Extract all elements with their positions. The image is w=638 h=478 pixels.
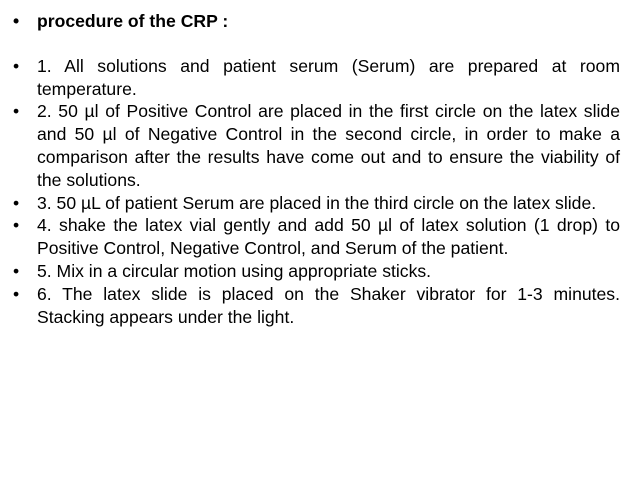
- procedure-step-text: 1. All solutions and patient serum (Serum) are prepared at room temperature.: [37, 55, 620, 99]
- procedure-step-6: [13, 283, 620, 329]
- bullet-dot-icon: •: [13, 215, 20, 236]
- bullet-dot-icon: •: [13, 192, 20, 213]
- bullet-dot-icon: •: [13, 11, 20, 31]
- procedure-step-5: [13, 260, 620, 283]
- procedure-heading: [13, 10, 620, 33]
- procedure-step-text: 5. Mix in a circular motion using appropriate sticks.: [37, 260, 432, 281]
- bullet-dot-icon: •: [13, 55, 20, 76]
- procedure-step-text: 4. shake the latex vial gently and add 50 µl of latex solution (1 drop) to Positive Control, Negative Control, and Serum of the patient.: [37, 215, 620, 259]
- procedure-step-2: [13, 100, 620, 191]
- procedure-step-text: 6. The latex slide is placed on the Shaker vibrator for 1-3 minutes. Stacking appears under the light.: [37, 283, 620, 327]
- procedure-step-4: [13, 214, 620, 260]
- procedure-heading-text: procedure of the CRP :: [37, 11, 229, 31]
- procedure-bullet-list: [13, 10, 620, 328]
- bullet-dot-icon: •: [13, 101, 20, 122]
- procedure-step-3: [13, 192, 620, 215]
- procedure-step-1: [13, 55, 620, 101]
- procedure-step-text: 3. 50 µL of patient Serum are placed in the third circle on the latex slide.: [37, 192, 597, 213]
- bullet-dot-icon: •: [13, 260, 20, 281]
- bullet-dot-icon: •: [13, 283, 20, 304]
- procedure-step-text: 2. 50 µl of Positive Control are placed in the first circle on the latex slide and 50 µl of Negative Control in the second circle, in order to make a comparison after the results have come out and to ensure the viability of the solutions.: [37, 101, 620, 190]
